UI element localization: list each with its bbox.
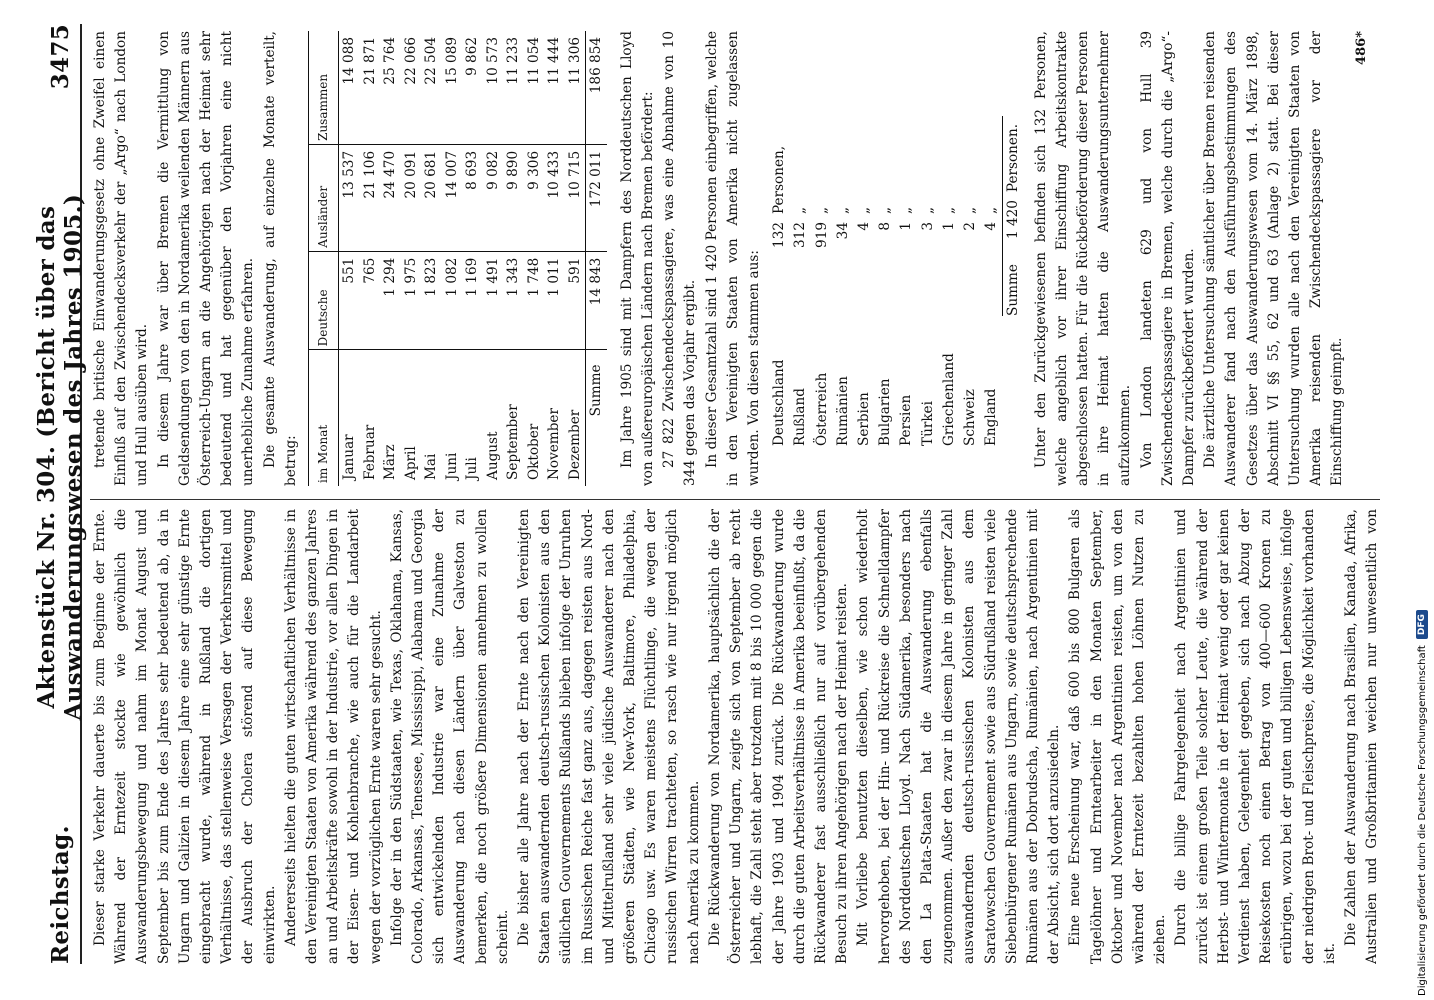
value-cell: 21 106 bbox=[360, 144, 381, 251]
table-row bbox=[360, 31, 381, 486]
value-cell: 8 693 bbox=[462, 144, 483, 251]
signature-mark: 486* bbox=[1353, 31, 1369, 65]
unit: „ bbox=[898, 206, 915, 214]
origin-table bbox=[769, 31, 1024, 446]
unit: „ bbox=[792, 206, 809, 214]
person-count: 1 bbox=[898, 222, 915, 231]
month-cell: September bbox=[505, 404, 522, 480]
value-cell: 1 343 bbox=[503, 251, 524, 350]
person-count: 4 bbox=[855, 222, 872, 231]
value-cell: 20 091 bbox=[401, 144, 422, 251]
value-cell: 11 306 bbox=[565, 31, 586, 144]
unit: „ bbox=[919, 206, 936, 214]
paragraph: Dieser starke Verkehr dauerte bis zum Beginne der Ernte. Während der Erntezeit stockte wie gewöhnlich die Auswanderungsbewegung und nahm im Monat August und September bis zum Ende des Jahres sehr bedeutend ab, da in Ungarn und Galizien in diesem Jahre eine sehr günstige Ernte eingebracht wurde, während in Rußland die dortigen Verhältnisse, das stellenweise Versagen der Verkehrsmittel und der Ausbruch der Cholera störend auf diese Bewegung einwirkten. bbox=[92, 509, 278, 964]
value-cell: 22 066 bbox=[401, 31, 422, 144]
unit: „ bbox=[855, 206, 872, 214]
month-cell: November bbox=[546, 408, 563, 480]
header-left: Reichstag. bbox=[46, 825, 74, 964]
list-item bbox=[790, 31, 811, 446]
dfg-logo: DFG bbox=[1416, 610, 1428, 639]
paragraph: Von London landeten 629 und von Hull 39 Zwischendeckspassagiere in Bremen, welche durch die „Argo“-Dampfer zurückbefördert wurden. bbox=[1138, 31, 1198, 486]
paragraph: Die gesamte Auswanderung, auf einzelne Monate verteilt, betrug: bbox=[261, 31, 299, 486]
unit: „ bbox=[877, 206, 894, 214]
sum-value: 186 854 bbox=[586, 31, 607, 144]
value-cell: 10 433 bbox=[544, 144, 565, 251]
unit: Personen, bbox=[771, 145, 788, 214]
country-name: England bbox=[983, 388, 1000, 446]
table-row bbox=[565, 31, 586, 486]
table-row bbox=[524, 31, 545, 486]
right-column bbox=[90, 31, 1380, 486]
person-count: 919 bbox=[813, 222, 830, 248]
paragraph: Infolge der in den Südstaaten, wie Texas, Oklahama, Kansas, Colorado, Arkansas, Tenessee, Mississippi, Alabama und Georgia sich entwickelnden Industrie war eine Zunahme der Auswanderung nach diesen Ländern über Galveston zu bemerken, die noch größere Dimensionen annehmen zu wollen scheint. bbox=[388, 509, 511, 964]
value-cell: 9 082 bbox=[483, 144, 504, 251]
value-cell: 551 bbox=[339, 251, 360, 350]
right-middle-text bbox=[617, 31, 765, 486]
total-unit: Personen. bbox=[1005, 123, 1022, 193]
value-cell: 1 082 bbox=[442, 251, 463, 350]
value-cell: 20 681 bbox=[421, 144, 442, 251]
month-cell: Juni bbox=[443, 452, 460, 480]
total-value: 1 420 bbox=[1005, 200, 1022, 240]
paragraph: In dieser Gesamtzahl sind 1 420 Personen einbegriffen, welche in den Vereinigten Staaten von Amerika nicht zugelassen wurden. Von diesen stammen aus: bbox=[703, 31, 762, 486]
table-row bbox=[483, 31, 504, 486]
column-header: Zusammen bbox=[309, 31, 339, 144]
page-header bbox=[33, 24, 87, 964]
list-item bbox=[918, 31, 939, 446]
value-cell: 1 011 bbox=[544, 251, 565, 350]
column-divider bbox=[90, 499, 1380, 500]
person-count: 3 bbox=[919, 222, 936, 231]
value-cell: 9 862 bbox=[462, 31, 483, 144]
paragraph: Durch die billige Fahrgelegenheit nach Argentinien und zurück ist einem großen Teile solcher Leute, die während der Herbst- und Wintermonate in der Heimat wenig oder gar keinen Verdienst haben, Gelegenheit gegeben, sich nach Abzug der Reisekosten noch einen Betrag von 400—600 Kronen zu erübrigen, wozu bei der guten und billigen Lebensweise, infolge der niedrigen Brot- und Fleischpreise, die Möglichkeit vorhanden ist. bbox=[1173, 509, 1338, 964]
person-count: 132 bbox=[771, 222, 788, 248]
table-row bbox=[462, 31, 483, 486]
value-cell: 1 294 bbox=[380, 251, 401, 350]
digitization-credit bbox=[1414, 6, 1430, 996]
list-item bbox=[833, 31, 854, 446]
list-item bbox=[854, 31, 875, 446]
unit: „ bbox=[813, 206, 830, 214]
table-row bbox=[401, 31, 422, 486]
column-header: Deutsche bbox=[309, 251, 339, 350]
right-end-text bbox=[1031, 31, 1349, 486]
month-cell: Februar bbox=[361, 424, 378, 480]
value-cell: 1 748 bbox=[524, 251, 545, 350]
value-cell: 9 890 bbox=[503, 144, 524, 251]
table-row bbox=[442, 31, 463, 486]
paragraph: tretende britische Einwanderungsgesetz ohne Zweifel einen Einfluß auf den Zwischendecksverkehr der „Argo“ nach London und Hull ausüben wird. bbox=[92, 31, 151, 486]
month-cell: August bbox=[484, 431, 501, 480]
country-name: Griechenland bbox=[940, 353, 957, 446]
paragraph: In diesem Jahre war über Bremen die Vermittlung von Geldsendungen von den in Nordamerika weilenden Männern aus Österreich-Ungarn an die Angehörigen nach der Heimat sehr bedeutend und hat gegenüber den Vorjahren eine nicht unerhebliche Zunahme erfahren. bbox=[155, 31, 257, 486]
month-cell: April bbox=[402, 446, 419, 480]
paragraph: Die Zahlen der Auswanderung nach Brasilien, Kanada, Afrika, Australien und Großbritannien weichen nur unwesentlich von bbox=[1342, 509, 1380, 964]
value-cell: 9 306 bbox=[524, 144, 545, 251]
list-item bbox=[939, 31, 960, 446]
monthly-table-body bbox=[339, 31, 607, 486]
paragraph: Unter den Zurückgewiesenen befinden sich 132 Personen, welche angeblich vor ihrer Einschiffung Arbeitskontrakte abgeschlossen hatten. Für die Rückbeförderung dieser Personen in ihre Heimat hatten die Auswanderungsunternehmer aufzukommen. bbox=[1032, 31, 1134, 486]
sum-label: Summe bbox=[586, 350, 607, 486]
country-name: Rumänien bbox=[834, 376, 851, 446]
country-name: Serbien bbox=[855, 392, 872, 446]
column-header: Ausländer bbox=[309, 144, 339, 251]
country-name: Persien bbox=[898, 394, 915, 446]
value-cell: 1 169 bbox=[462, 251, 483, 350]
list-item bbox=[769, 31, 790, 446]
paragraph: Eine neue Erscheinung war, daß 600 bis 800 Bulgaren als Tagelöhner und Erntearbeiter in den Monaten September, Oktober und November nach Argentinien reisten, um von den während der Erntezeit bezahlten hohen Löhnen Nutzen zu ziehen. bbox=[1067, 509, 1169, 964]
value-cell: 591 bbox=[565, 251, 586, 350]
list-item bbox=[981, 31, 1002, 446]
paragraph: Die Rückwanderung von Nordamerika, hauptsächlich die der Österreicher und Ungarn, zeigte sich von September ab recht lebhaft, die Zahl steht aber trotzdem mit 8 bis 10 000 gegen die der Jahre 1903 und 1904 zurück. Die Rückwanderung wurde durch die guten Arbeitsverhältnisse in Amerika beeinflußt, da die Rückwanderer fast ausschließlich nur auf vorübergehenden Besuch zu ihren Angehörigen nach der Heimat reisten. bbox=[706, 509, 851, 964]
person-count: 1 bbox=[940, 222, 957, 231]
list-item bbox=[960, 31, 981, 446]
left-column bbox=[90, 509, 1380, 964]
paragraph: Mit Vorliebe benutzten dieselben, wie schon wiederholt hervorgehoben, bei der Hin- und Rückreise die Schnelldampfer des Norddeutschen Lloyd. Nach Südamerika, besonders nach den La Plata-Staaten hat die Auswanderung ebenfalls zugenommen. Außer den zwar in diesem Jahre in geringer Zahl auswandernden deutsch-russischen Kolonisten aus dem Saratowschen Gouvernement sowie aus Südrußland reisten viele Siebenbürgener Rumänen aus Ungarn, sowie deutschsprechende Rumänen aus der Dobrudscha, Rumänien, nach Argentinien mit der Absicht, sich dort anzusiedeln. bbox=[855, 509, 1063, 964]
country-name: Bulgarien bbox=[877, 378, 894, 446]
sum-row bbox=[586, 31, 607, 486]
table-row bbox=[503, 31, 524, 486]
total-label: Summe bbox=[1005, 264, 1022, 316]
country-name: Türkei bbox=[919, 401, 936, 446]
table-row bbox=[421, 31, 442, 486]
unit: „ bbox=[940, 206, 957, 214]
country-name: Deutschland bbox=[771, 359, 788, 446]
country-name: Schweiz bbox=[961, 389, 978, 446]
list-item bbox=[896, 31, 917, 446]
list-item bbox=[812, 31, 833, 446]
table-row bbox=[380, 31, 401, 486]
paragraph: Die ärztliche Untersuchung sämtlicher über Bremen reisenden Auswanderer fand nach den Ausführungsbestimmungen des Gesetzes über das Auswanderungswesen vom 14. März 1898, Abschnitt VI §§ 55, 62 und 63 (Anlage 2) statt. Bei dieser Untersuchung wurden alle nach den Vereinigten Staaten von Amerika reisenden Zwischendeckspassagiere vor der Einschiffung geimpft. bbox=[1202, 31, 1346, 486]
monthly-table-header bbox=[309, 31, 339, 486]
credit-text: Digitalisierung gefördert durch die Deutsche Forschungsgemeinschaft bbox=[1416, 645, 1428, 996]
month-cell: Oktober bbox=[525, 423, 542, 480]
list-item bbox=[875, 31, 896, 446]
month-cell: Dezember bbox=[566, 409, 583, 480]
page-number: 3475 bbox=[46, 24, 74, 90]
unit: „ bbox=[834, 206, 851, 214]
paragraph: Im Jahre 1905 sind mit Dampfern des Norddeutschen Lloyd von außereuropäischen Ländern nach Bremen befördert: bbox=[618, 31, 656, 486]
value-cell: 25 764 bbox=[380, 31, 401, 144]
value-cell: 765 bbox=[360, 251, 381, 350]
value-cell: 11 233 bbox=[503, 31, 524, 144]
person-count: 8 bbox=[877, 222, 894, 231]
value-cell: 13 537 bbox=[339, 144, 360, 251]
value-cell: 1 975 bbox=[401, 251, 422, 350]
value-cell: 10 715 bbox=[565, 144, 586, 251]
value-cell: 14 007 bbox=[442, 144, 463, 251]
month-cell: März bbox=[382, 444, 399, 480]
value-cell: 22 504 bbox=[421, 31, 442, 144]
person-count: 34 bbox=[834, 222, 851, 240]
country-name: Österreich bbox=[813, 372, 830, 446]
sum-value: 172 011 bbox=[586, 144, 607, 251]
value-cell: 21 871 bbox=[360, 31, 381, 144]
value-cell: 11 444 bbox=[544, 31, 565, 144]
person-count: 4 bbox=[983, 222, 1000, 231]
value-cell: 1 491 bbox=[483, 251, 504, 350]
paragraph: Die bisher alle Jahre nach der Ernte nach den Vereinigten Staaten auswandernden deutsch-russischen Kolonisten aus den südlichen Gouvernements Rußlands blieben infolge der Unruhen im Russischen Reiche fast ganz aus, dagegen reisten aus Nord- und Mittelrußland sehr viele jüdische Auswanderer nach den größeren Städten, wie New-York, Baltimore, Philadelphia, Chicago usw. Es waren meistens Flüchtlinge, die wegen der russischen Wirren trachteten, so rasch wie nur irgend möglich nach Amerika zu kommen. bbox=[516, 509, 702, 964]
paragraph: 27 822 Zwischendeckspassagiere, was eine Abnahme von 10 344 gegen das Vorjahr ergibt. bbox=[661, 31, 699, 486]
country-name: Rußland bbox=[792, 388, 809, 446]
month-cell: Juli bbox=[464, 457, 481, 480]
value-cell: 14 088 bbox=[339, 31, 360, 144]
month-cell: Januar bbox=[341, 434, 358, 480]
column-header: im Monat bbox=[309, 350, 339, 486]
origin-total bbox=[1002, 116, 1024, 316]
right-intro-text bbox=[90, 31, 302, 486]
value-cell: 10 573 bbox=[483, 31, 504, 144]
value-cell: 1 823 bbox=[421, 251, 442, 350]
monthly-table bbox=[308, 31, 607, 486]
unit: „ bbox=[983, 206, 1000, 214]
value-cell: 11 054 bbox=[524, 31, 545, 144]
person-count: 2 bbox=[961, 222, 978, 231]
value-cell: 24 470 bbox=[380, 144, 401, 251]
table-row bbox=[544, 31, 565, 486]
table-row bbox=[339, 31, 360, 486]
unit: „ bbox=[961, 206, 978, 214]
value-cell: 15 089 bbox=[442, 31, 463, 144]
header-title: Aktenstück Nr. 304. (Bericht über das Auswanderungswesen des Jahres 1905.) bbox=[33, 193, 87, 721]
month-cell: Mai bbox=[423, 453, 440, 480]
sum-value: 14 843 bbox=[586, 251, 607, 350]
paragraph: Andererseits hielten die guten wirtschaftlichen Verhältnisse in den Vereinigten Staaten von Amerika während des ganzen Jahres an und Arbeitskräfte sowohl in der Industrie, vor allen Dingen in der Eisen- und Kohlenbranche, wie auch für die Landarbeit wegen der vorzüglichen Ernte waren sehr gesucht. bbox=[282, 509, 384, 964]
person-count: 312 bbox=[792, 222, 809, 248]
